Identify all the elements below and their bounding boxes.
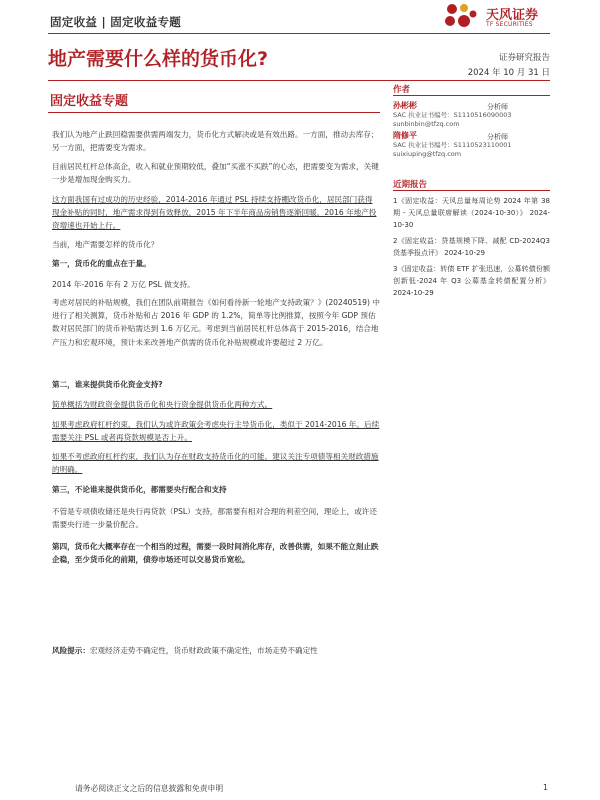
logo-mark-icon (440, 2, 480, 32)
risk-warning (52, 644, 380, 657)
logo-subtitle: TF SECURITIES (486, 21, 533, 28)
footer-disclaimer: 请务必阅读正文之后的信息披露和免责申明 (75, 784, 224, 793)
author-role: 分析师 (487, 133, 508, 141)
author-name: 隋修平 (393, 131, 417, 140)
page-number: 1 (543, 783, 548, 792)
author-card (393, 130, 550, 160)
author-email[interactable]: sunbinbin@tfzq.com (393, 120, 460, 128)
heading-point-1: 第一，货币化的重点在于量。 (52, 259, 151, 268)
header-breadcrumb: 固定收益 | 固定收益专题 (50, 15, 182, 29)
author-cert: SAC 执业证书编号：S1110523110001 (393, 141, 512, 149)
recent-reports-list (393, 195, 550, 303)
recent-report-date: 2024-10-30 (393, 209, 550, 229)
paragraph-5: 2014 年-2016 年有 2 万亿 PSL 做支持。 (52, 280, 195, 289)
paragraph-6: 考虑对居民的补贴规模，我们在团队前期报告《如何看待新一轮地产支持政策？》(20240519) 中进行了相关测算，货币补贴和占 2016 年 GDP 的 1.2%，简单等比例推算，按照今年 GDP 预估数对居民部门的货币补贴需达到 1.6 万亿元。考虑到当前居民杠杆总体高于 2015-2016，结合地产压力和宏观环境，预计未来改善地产供需的货币化补贴规模或许要超过 2 万亿。 (52, 298, 380, 347)
heading-point-3: 第三，不论谁来提供货币化，都需要央行配合和支持 (52, 485, 227, 494)
page-title: 地产需要什么样的货币化? (48, 48, 269, 70)
author-name: 孙彬彬 (393, 101, 417, 110)
authors-heading: 作者 (393, 85, 411, 95)
paragraph-8: 如果考虑政府杠杆约束，我们认为或许政策会考虑央行主导货币化，类似于 2014-2016 年。后续需要关注 PSL 或者再贷款规模是否上升。 (52, 420, 380, 443)
recent-report-item[interactable]: 1《固定收益：天风总量每周论势 2024 年第 38 期 - 天风总量联席解读（2024-10-30）》 2024-10-30 (393, 197, 550, 229)
paragraph-9: 如果不考虑政府杠杆约束，我们认为存在财政支持货币化的可能，建议关注专项债等相关财政措施的明确。 (52, 452, 379, 475)
author-role: 分析师 (487, 103, 508, 111)
section-subheading: 固定收益专题 (50, 94, 129, 109)
title-divider (48, 80, 550, 81)
author-email[interactable]: suixiuping@tfzq.com (393, 150, 462, 158)
recent-report-item[interactable]: 2《固定收益：贷基规模下降、减配 CD-2024Q3 货基季报点评》 2024-10-29 (393, 237, 550, 257)
recent-report-date: 2024-10-29 (444, 249, 485, 257)
paragraph-2: 目前居民杠杆总体高企，收入和就业预期较低，叠加“买涨不买跌”的心态，把需要变为需求，关键一步是增加现金购买力。 (52, 162, 379, 185)
risk-label: 风险提示： (52, 646, 90, 655)
heading-point-4: 第四，货币化大概率存在一个相当的过程，需要一段时间消化库存，改善供需，如果不能立刻止跌企稳，至少货币化的前期，债券市场还可以交易货币宽松。 (52, 542, 379, 565)
paragraph-7: 简单概括为财政资金提供货币化和央行资金提供货币化两种方式。 (52, 400, 273, 409)
authors-divider (393, 95, 550, 96)
recent-report-item[interactable]: 3《固定收益：转债 ETF 扩张迅速，公募转债份额创新低-2024 年 Q3 公募基金转债配置分析》 2024-10-29 (393, 265, 550, 297)
header-divider (48, 33, 550, 34)
report-date: 2024 年 10 月 31 日 (467, 68, 550, 78)
paragraph-1: 我们认为地产止跌回稳需要供需两端发力，货币化方式解决或是有效出路。一方面，推动去库存；另一方面，把需要变为需求。 (52, 130, 379, 153)
subheading-divider (48, 112, 380, 113)
heading-point-2: 第二，谁来提供货币化资金支持? (52, 380, 163, 389)
recent-reports-heading: 近期报告 (393, 180, 428, 190)
logo-name: 天风证券 (486, 8, 539, 23)
author-card (393, 100, 550, 130)
paragraph-4: 当前，地产需要怎样的货币化？ (52, 240, 159, 249)
report-type: 证券研究报告 (498, 53, 550, 63)
author-cert: SAC 执业证书编号：S1110516090003 (393, 111, 512, 119)
risk-text: 宏观经济走势不确定性，货币财政政策不确定性，市场走势不确定性 (89, 646, 318, 655)
recent-report-date: 2024-10-29 (393, 289, 434, 297)
recent-reports-divider (393, 190, 550, 191)
paragraph-3: 这方面我国有过成功的历史经验，2014-2016 年通过 PSL 持续支持棚改货币化，居民部门获得现金补贴的同时，地产需求得到有效释放，2015 年下半年商品房销售逐渐回暖，2016 年地产投资增速也开始上行。 (52, 195, 377, 231)
paragraph-10: 不管是专项债收储还是央行再贷款（PSL）支持，都需要有相对合理的利差空间，理论上，或许还需要央行进一步量价配合。 (52, 507, 377, 530)
